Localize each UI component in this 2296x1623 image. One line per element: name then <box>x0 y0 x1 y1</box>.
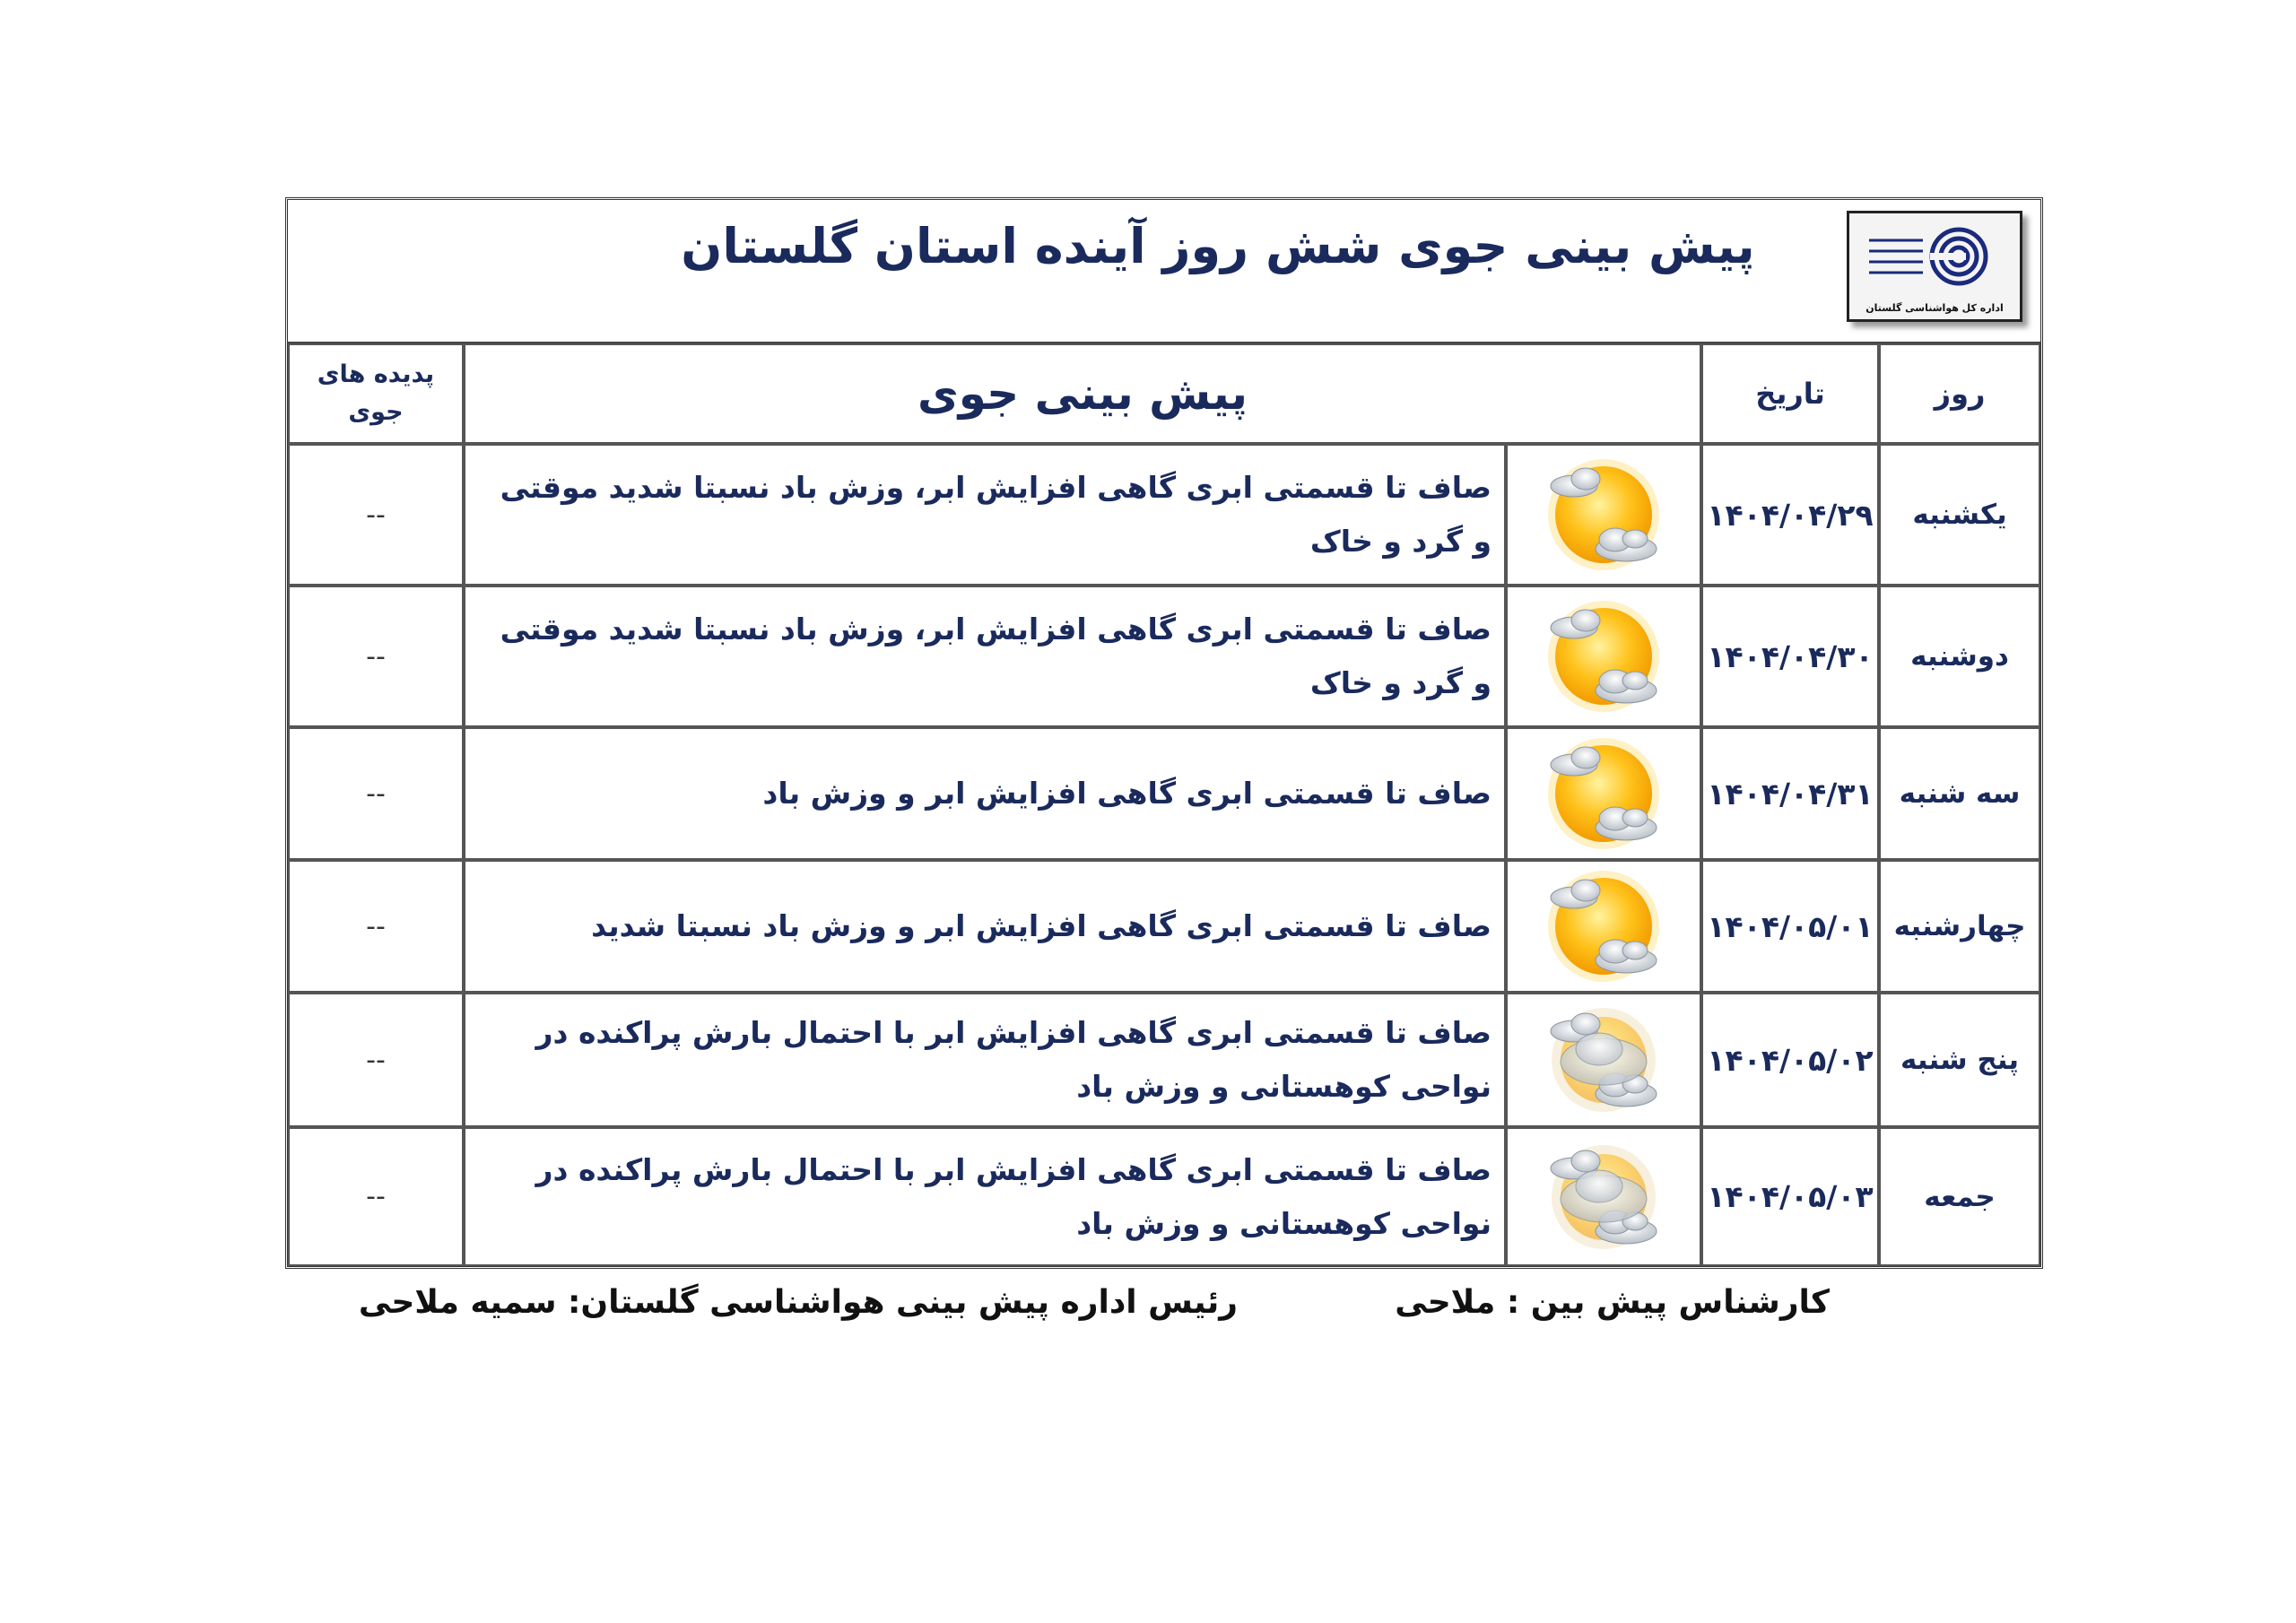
weather-icon-cell <box>1506 727 1701 860</box>
header-phenomena <box>288 343 464 444</box>
header-phenomena-line1: پدیده های <box>317 360 435 388</box>
title-row <box>288 200 2040 343</box>
partly-cloudy-sun-icon <box>1536 594 1671 719</box>
day-cell: یکشنبه <box>1879 444 2040 586</box>
footer <box>0 1284 2296 1338</box>
forecast-description: صاف تا قسمتی ابری گاهی افزایش ابر با احتمال بارش پراکنده در نواحی کوهستانی و وزش باد <box>464 1127 1506 1266</box>
date-cell: ۱۴۰۴/۰۴/۳۰ <box>1701 586 1879 727</box>
weather-icon-cell <box>1506 444 1701 586</box>
forecast-frame <box>285 197 2043 1269</box>
phenomena-cell: -- <box>288 586 464 727</box>
phenomena-cell: -- <box>288 993 464 1127</box>
table-row <box>288 993 2040 1127</box>
table-row <box>288 860 2040 993</box>
date-cell: ۱۴۰۴/۰۵/۰۱ <box>1701 860 1879 993</box>
page-title: پیش بینی جوی شش روز آینده استان گلستان <box>681 218 1755 274</box>
meteorological-logo <box>1847 211 2022 322</box>
forecast-description: صاف تا قسمتی ابری گاهی افزایش ابر و وزش باد <box>464 727 1506 860</box>
phenomena-cell: -- <box>288 727 464 860</box>
partly-cloudy-sun-icon <box>1536 864 1671 989</box>
forecast-description: صاف تا قسمتی ابری گاهی افزایش ابر، وزش باد نسبتا شدید موقتی و گرد و خاک <box>464 444 1506 586</box>
table-row <box>288 586 2040 727</box>
date-cell: ۱۴۰۴/۰۴/۲۹ <box>1701 444 1879 586</box>
forecaster-name: کارشناس پیش بین : ملاحی <box>1395 1284 1830 1321</box>
table-row <box>288 727 2040 860</box>
header-phenomena-line2: جوی <box>348 398 404 426</box>
weather-icon-cell <box>1506 993 1701 1127</box>
table-row <box>288 1127 2040 1266</box>
table-row <box>288 444 2040 586</box>
phenomena-cell: -- <box>288 1127 464 1266</box>
date-cell: ۱۴۰۴/۰۵/۰۲ <box>1701 993 1879 1127</box>
partly-cloudy-sun-icon <box>1536 452 1671 577</box>
date-cell: ۱۴۰۴/۰۴/۳۱ <box>1701 727 1879 860</box>
phenomena-cell: -- <box>288 860 464 993</box>
phenomena-cell: -- <box>288 444 464 586</box>
weather-icon-cell <box>1506 586 1701 727</box>
cloudy-sun-icon <box>1536 1134 1671 1260</box>
forecast-description: صاف تا قسمتی ابری گاهی افزایش ابر با احتمال بارش پراکنده در نواحی کوهستانی و وزش باد <box>464 993 1506 1127</box>
header-forecast: پیش بینی جوی <box>464 343 1701 444</box>
forecast-table <box>288 343 2040 1266</box>
day-cell: پنج شنبه <box>1879 993 2040 1127</box>
date-cell: ۱۴۰۴/۰۵/۰۳ <box>1701 1127 1879 1266</box>
partly-cloudy-sun-icon <box>1536 731 1671 856</box>
weather-icon-cell <box>1506 860 1701 993</box>
header-day: روز <box>1879 343 2040 444</box>
day-cell: چهارشنبه <box>1879 860 2040 993</box>
table-header <box>288 343 2040 444</box>
forecast-description: صاف تا قسمتی ابری گاهی افزایش ابر و وزش باد نسبتا شدید <box>464 860 1506 993</box>
meteorology-emblem-icon <box>1860 222 2004 294</box>
cloudy-sun-icon <box>1536 997 1671 1123</box>
office-head-name: رئیس اداره پیش بینی هواشناسی گلستان: سمیه ملاحی <box>358 1284 1238 1321</box>
header-date: تاریخ <box>1701 343 1879 444</box>
day-cell: دوشنبه <box>1879 586 2040 727</box>
day-cell: سه شنبه <box>1879 727 2040 860</box>
day-cell: جمعه <box>1879 1127 2040 1266</box>
logo-caption: اداره کل هواشناسی گلستان <box>1866 302 2004 314</box>
forecast-description: صاف تا قسمتی ابری گاهی افزایش ابر، وزش باد نسبتا شدید موقتی و گرد و خاک <box>464 586 1506 727</box>
weather-icon-cell <box>1506 1127 1701 1266</box>
